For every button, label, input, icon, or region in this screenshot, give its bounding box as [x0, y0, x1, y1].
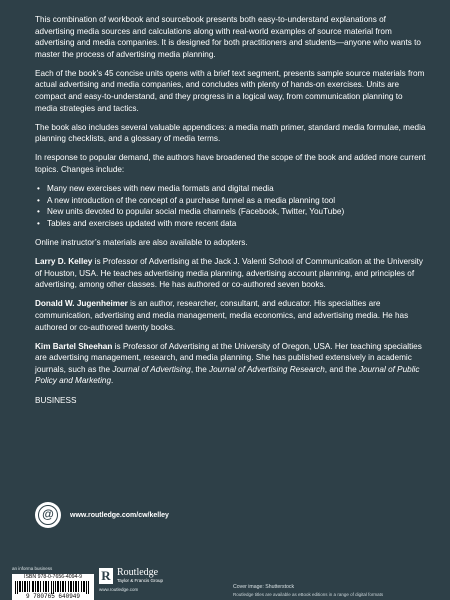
description-paragraph-1: This combination of workbook and sourcebook presents both easy-to-understand explanations of advertising media sources and calculations along with real-world examples of source material from advertising and media companies. It is designed for both practitioners and students—anyone who wants to master the process of advertising media planning.: [35, 15, 421, 59]
barcode-number: 9 780765 640949: [25, 593, 80, 600]
journal-title: Journal of Advertising Research: [209, 364, 325, 374]
publisher-subtitle: Taylor & Francis Group: [117, 578, 164, 583]
author-name: Donald W. Jugenheimer: [35, 299, 128, 309]
publisher-text: [117, 568, 163, 584]
author-bio-sheehan: [35, 341, 427, 387]
author-bio-text: is Professor of Advertising at the Jack J. Valenti School of Communication at the University of Houston, USA. He teaches advertising media planning, advertising account planning, and principles of advertising, among other classes. He has authored or co-authored seven books.: [35, 257, 424, 290]
blurb-area: [35, 14, 427, 414]
publisher-url-link[interactable]: www.routledge.com: [99, 587, 139, 592]
author-bio-text: .: [111, 376, 114, 386]
description-paragraph-2: Each of the book’s 45 concise units opens with a brief text segment, presents sample source materials from actual advertising and media companies, and concludes with plenty of hands-on exercises. Units are compact and easy-to-understand, and they progress in a logical way, from communication planning to media strategies and tactics.: [35, 68, 425, 113]
author-bio-text: is Professor of Advertising at the University of Oregon, USA. Her teaching specialties are advertising management, research, and media planning. She has published extensively in academic journals, such as the: [35, 341, 422, 374]
category-label: BUSINESS: [35, 395, 77, 405]
publisher-name: Routledge: [117, 567, 159, 578]
routledge-r-icon: R: [99, 568, 113, 584]
companion-url-link[interactable]: www.routledge.com/cw/kelley: [70, 511, 169, 519]
publisher-logo: [99, 568, 163, 584]
list-item: • Many new exercises with new media formats and digital media: [47, 183, 427, 195]
list-item: • Tables and exercises updated with more recent data: [47, 218, 427, 230]
informa-label: an informa business: [12, 566, 53, 571]
author-bio-text: is an author, researcher, consultant, and educator. His specialties are communication, advertising and media management, media economics, and advertising media. He has authored or co-authored twenty books.: [35, 299, 409, 332]
isbn-text: ISBN 978-0-7656-4094-9: [24, 574, 82, 580]
author-name: Larry D. Kelley: [35, 257, 93, 267]
changes-list: [35, 183, 427, 229]
list-item: • New units devoted to popular social media channels (Facebook, Twitter, YouTube): [47, 206, 427, 218]
instructor-note: Online instructor’s materials are also available to adopters.: [35, 238, 248, 247]
journal-title: Journal of Public Policy and Marketing: [35, 364, 420, 386]
author-bio-jugenheimer: [35, 298, 427, 333]
list-item: • A new introduction of the concept of a purchase funnel as a media planning tool: [47, 195, 427, 207]
author-bio-kelley: [35, 256, 427, 291]
author-bio-text: , and the: [324, 364, 359, 374]
companion-website-row: [35, 502, 169, 528]
author-bio-text: , the: [190, 364, 210, 374]
barcode: [12, 574, 94, 600]
author-name: Kim Bartel Sheehan: [35, 341, 113, 351]
journal-title: Journal of Advertising: [112, 364, 191, 374]
description-paragraph-3: The book also includes several valuable appendices: a media math primer, standard media formulae, media planning checklists, and a glossary of media terms.: [35, 122, 426, 144]
cover-image-credit: Cover image: Shutterstock: [233, 584, 295, 590]
description-paragraph-4: In response to popular demand, the authors have broadened the scope of the book and added more current topics. Changes include:: [35, 153, 426, 175]
at-icon: @: [42, 507, 54, 521]
companion-website-icon: [35, 502, 61, 528]
ebook-note: Routledge titles are available as eBook editions in a range of digital formats: [233, 592, 384, 597]
